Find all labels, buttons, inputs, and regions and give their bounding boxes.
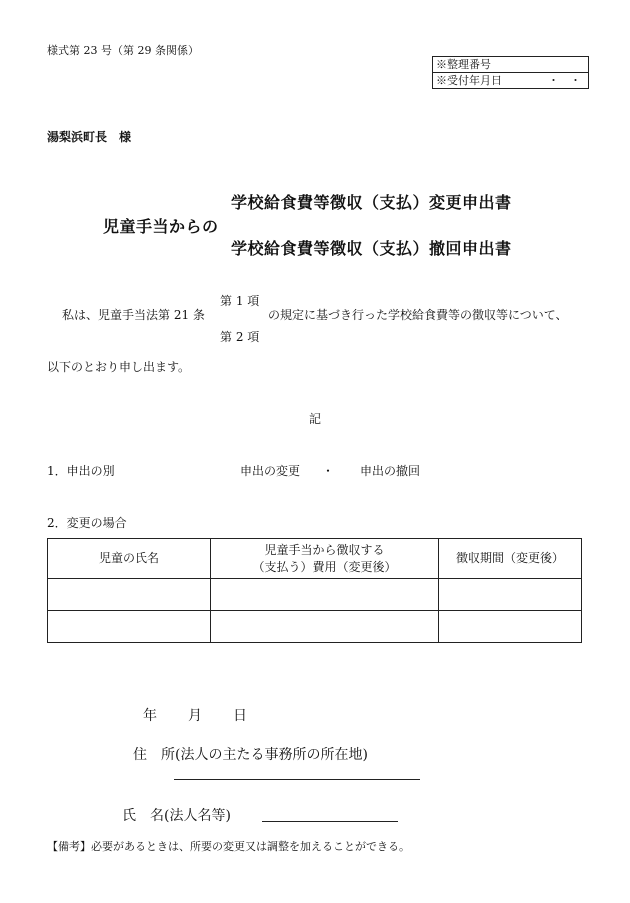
reference-box <box>432 56 589 89</box>
section1-option-withdraw[interactable]: 申出の撤回 <box>360 464 421 478</box>
receipt-date-dots: ・ ・ <box>548 74 581 87</box>
section1-option-change[interactable]: 申出の変更 <box>240 464 301 478</box>
date-year-label: 年 <box>143 708 157 724</box>
table-row <box>48 579 582 611</box>
section2-label: 2．変更の場合 <box>47 516 127 530</box>
form-number: 様式第 23 号（第 29 条関係） <box>47 44 199 57</box>
cell-child-name[interactable] <box>48 579 211 611</box>
clause-2: 第 2 項 <box>220 330 260 344</box>
clause-1: 第 1 項 <box>220 294 260 308</box>
receipt-date-label: ※受付年月日 <box>436 74 502 87</box>
cell-cost[interactable] <box>211 579 439 611</box>
section1-label: 1．申出の別 <box>47 464 115 478</box>
column-header-cost <box>211 539 439 579</box>
cell-child-name[interactable] <box>48 611 211 643</box>
column-header-cost-line2: （支払う）費用（変更後） <box>252 559 397 574</box>
body-intro: 私は、児童手当法第 21 条 <box>62 308 205 322</box>
title-option-withdraw: 学校給食費等徴収（支払）撤回申出書 <box>231 239 512 258</box>
note: 【備考】必要があるときは、所要の変更又は調整を加えることができる。 <box>47 840 410 853</box>
reference-number-label: ※整理番号 <box>436 58 491 71</box>
date-day-label: 日 <box>233 708 247 724</box>
date-month-label: 月 <box>188 708 202 724</box>
name-label: 氏 名(法人名等) <box>122 808 231 824</box>
change-table <box>47 538 582 643</box>
column-header-child-name: 児童の氏名 <box>48 539 211 579</box>
table-header-row <box>48 539 582 579</box>
cell-period[interactable] <box>439 579 582 611</box>
title-option-change: 学校給食費等徴収（支払）変更申出書 <box>231 193 512 212</box>
column-header-period: 徴収期間（変更後） <box>439 539 582 579</box>
body-continuation: の規定に基づき行った学校給食費等の徴収等について、 <box>268 308 568 322</box>
table-row <box>48 611 582 643</box>
body-closing: 以下のとおり申し出ます。 <box>47 360 191 374</box>
address-input-line[interactable] <box>174 779 420 780</box>
receipt-date-field[interactable] <box>433 72 588 88</box>
cell-period[interactable] <box>439 611 582 643</box>
ki-mark: 記 <box>309 412 322 426</box>
title-prefix: 児童手当からの <box>103 217 219 236</box>
reference-number-field[interactable] <box>433 57 588 72</box>
addressee: 湯梨浜町長 様 <box>47 130 132 144</box>
column-header-cost-line1: 児童手当から徴収する <box>264 542 385 557</box>
section1-separator: ・ <box>322 464 335 478</box>
cell-cost[interactable] <box>211 611 439 643</box>
name-input-line[interactable] <box>262 821 398 822</box>
address-label: 住 所(法人の主たる事務所の所在地) <box>133 747 368 763</box>
